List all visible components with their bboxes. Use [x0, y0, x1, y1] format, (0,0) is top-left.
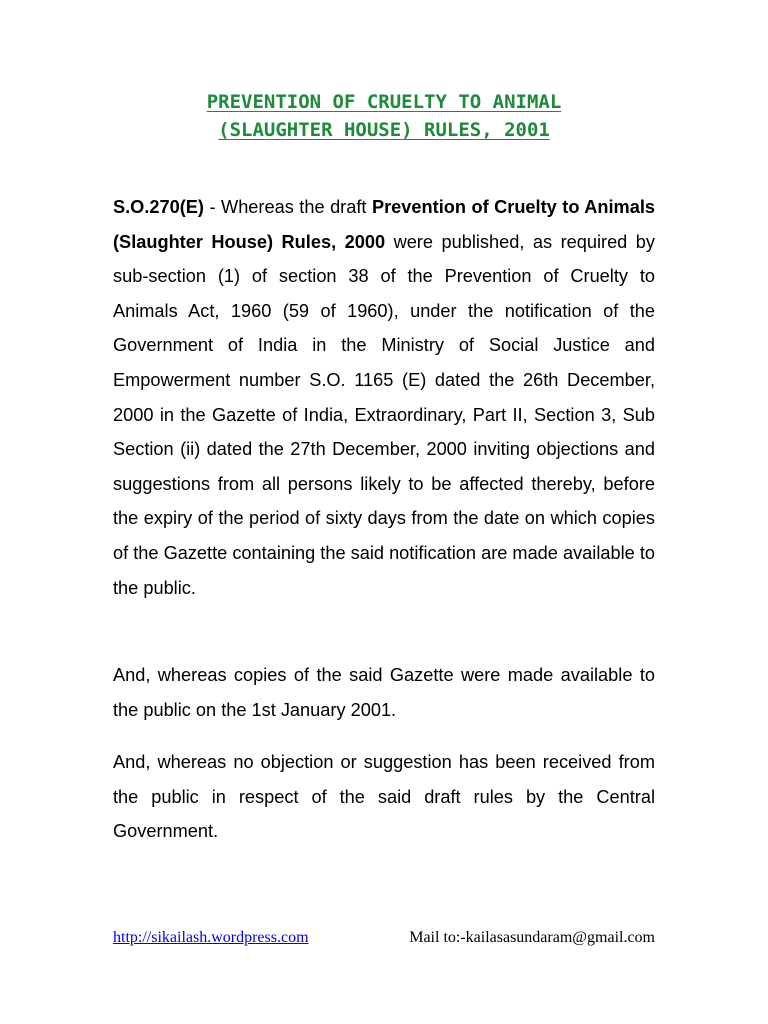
contact-email: Mail to:-kailasasundaram@gmail.com — [409, 929, 655, 946]
document-title — [0, 88, 768, 144]
preamble-text-b: were published, as required by sub-section (1) of section 38 of the Prevention of Cruelty to Animals Act, 1960 (59 of 1960), under the notification of the Government of India in the Ministry of Social Justice and Empowerment number S.O. 1165 (E) dated the 26th December, 2000 in the Gazette of India, Extraordinary, Part II, Section 3, Sub Section (ii) dated the 27th December, 2000 inviting objections and suggestions from all persons likely to be affected thereby, before the expiry of the period of sixty days from the date on which copies of the Gazette containing the said notification are made available to the public. — [113, 231, 655, 598]
draft-rules-title: Prevention of Cruelty to Animals (Slaughter House) Rules, 2000 — [113, 197, 656, 252]
preamble-text-a: - Whereas the draft — [203, 197, 372, 217]
blog-link[interactable]: http://sikailash.wordpress.com — [113, 929, 309, 946]
paragraph-no-objection: And, whereas no objection or suggestion has been received from the public in respect of the said draft rules by the Central Government. — [113, 752, 655, 842]
paragraph-preamble — [113, 190, 655, 605]
notification-number: S.O.270(E) — [113, 197, 204, 217]
title-line-2: (SLAUGHTER HOUSE) RULES, 2001 — [218, 119, 550, 141]
paragraph-gazette-availability: And, whereas copies of the said Gazette were made available to the public on the 1st January 2001. — [113, 665, 655, 720]
title-line-1: PREVENTION OF CRUELTY TO ANIMAL — [206, 91, 562, 113]
